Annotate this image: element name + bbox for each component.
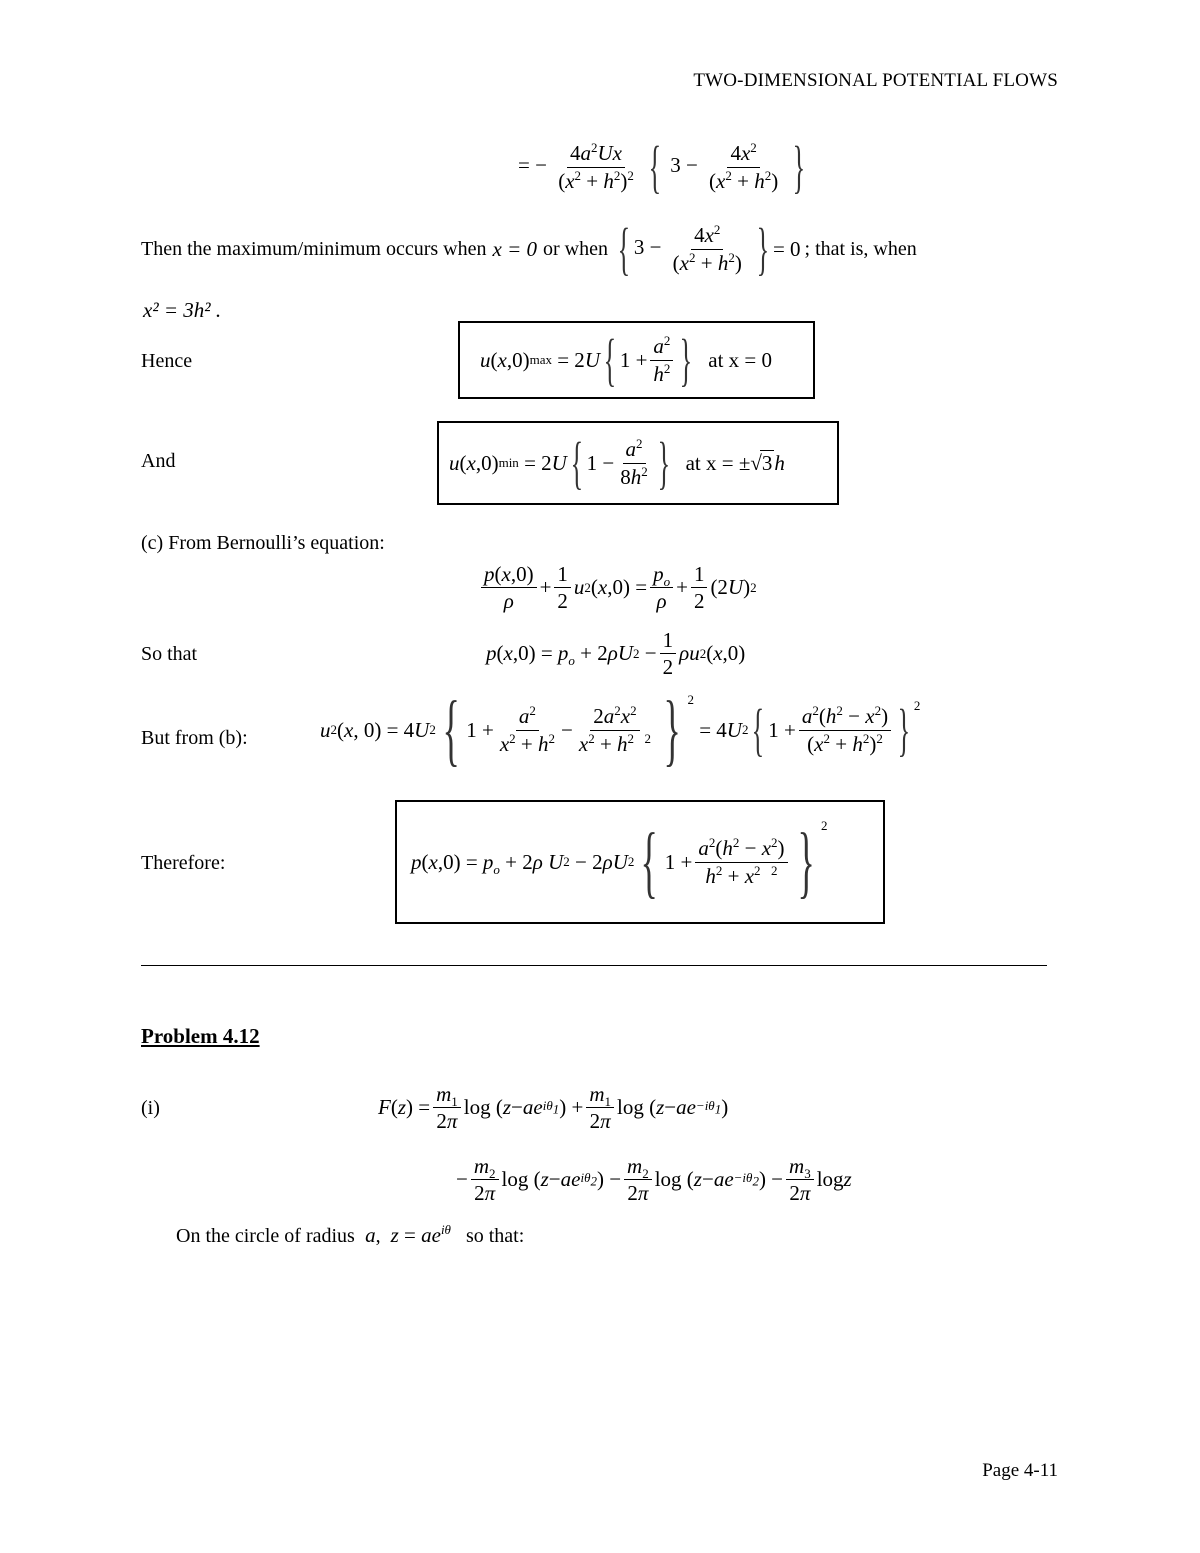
- max-velocity-box: u ( x ,0) max = 2 U { 1 + $\frac{a^2}{h^2}$ } at x = 0: [458, 321, 815, 399]
- min-velocity-box: u ( x ,0) min = 2 U { 1 − $\frac{a^2}{8h^2}$ } at x = ± √3h: [437, 421, 839, 505]
- circle-text-suffix: so that:: [465, 1225, 525, 1247]
- or-when-text: or when: [543, 237, 608, 260]
- circle-text-prefix: On the circle of radius: [176, 1225, 355, 1247]
- but-from-label: But from (b):: [141, 727, 248, 749]
- that-is-when: ; that is, when: [804, 237, 917, 260]
- problem-title: Problem 4.12: [141, 1024, 260, 1048]
- running-header: TWO-DIMENSIONAL POTENTIAL FLOWS: [693, 70, 1058, 91]
- complex-potential-line1: F ( z ) = $\frac{m_1}{2\pi}$ log ( z − ae $i\theta_1$ ) + $\frac{m_1}{2\pi}$ log ( z − ae $-i\theta_1$ ): [378, 1082, 729, 1134]
- x2-eq-3h2: x² = 3h² .: [143, 298, 222, 322]
- hence-label: Hence: [141, 350, 193, 372]
- pressure-expression: p ( x ,0) = $p_o$ + 2 ρU 2 − $\frac{1}{2}$ ρu 2 ( x ,0): [486, 628, 746, 680]
- fraction-4a2Ux: $\frac{4a^2Ux}{(x^2 + h^2)^2}$: [558, 140, 634, 193]
- then-text: Then the maximum/minimum occurs when: [141, 237, 487, 260]
- and-label: And: [141, 450, 176, 472]
- equals-zero: = 0: [772, 236, 801, 261]
- circle-sentence: On the circle of radius a, $z = ae^{i\theta}$ so that:: [176, 1222, 525, 1247]
- final-pressure-box: p ( x ,0) = $p_o$ + 2 ρ U 2 − 2 ρU 2 { 1 + $\frac{a^2(h^2 - x^2)}{h^2 + x^2 ^2}$ } $^2$: [395, 800, 885, 924]
- max-min-condition: Then the maximum/minimum occurs when x = 0 or when { 3 − $\frac{4x^2}{(x^2 + h^2)}$ } = 0 ; that is, when: [141, 216, 917, 281]
- u-squared-expression: u 2 ( x , 0) = 4 U 2 { 1 + $\frac{a^2}{x^2 + h^2}$ − $\frac{2a^2x^2}{x^2 + h^2 ^2}$ } $^2$ = 4 U 2 { 1 + $\frac{a^2(h^2 - x^2)}{(x^2 + h^2)^2}$ } $^2$: [320, 686, 921, 774]
- equals-minus: = −: [518, 152, 547, 177]
- complex-potential-line2: − $\frac{m_2}{2\pi}$ log ( z − ae $i\theta_2$ ) − $\frac{m_2}{2\pi}$ log ( z − ae $-i\theta_2$ ) − $\frac{m_3}{2\pi}$ log z: [456, 1154, 852, 1206]
- section-divider: [141, 965, 1047, 966]
- therefore-label: Therefore:: [141, 852, 226, 874]
- min-at-text: at x = ±: [685, 450, 751, 475]
- page-number: Page 4-11: [982, 1460, 1058, 1481]
- derivative-expression: = − $\frac{4a^2Ux}{(x^2 + h^2)^2}$ { 3 − $\frac{4x^2}{(x^2 + h^2)}$ }: [518, 134, 806, 199]
- so-that-label: So that: [141, 643, 198, 665]
- bernoulli-equation: $\frac{p(x,0)}{\rho}$ + $\frac{1}{2}$ u 2 ( x ,0) = $\frac{p_o}{\rho}$ + $\frac{1}{2}$ (2 U ) 2: [478, 562, 757, 613]
- max-at-text: at x = 0: [708, 347, 773, 372]
- bernoulli-intro: (c) From Bernoulli’s equation:: [141, 532, 385, 554]
- x-eq-0: x = 0: [492, 236, 537, 261]
- part-i-label: (i): [141, 1097, 160, 1119]
- fraction-4x2: $\frac{4x^2}{(x^2 + h^2)}$: [709, 140, 779, 193]
